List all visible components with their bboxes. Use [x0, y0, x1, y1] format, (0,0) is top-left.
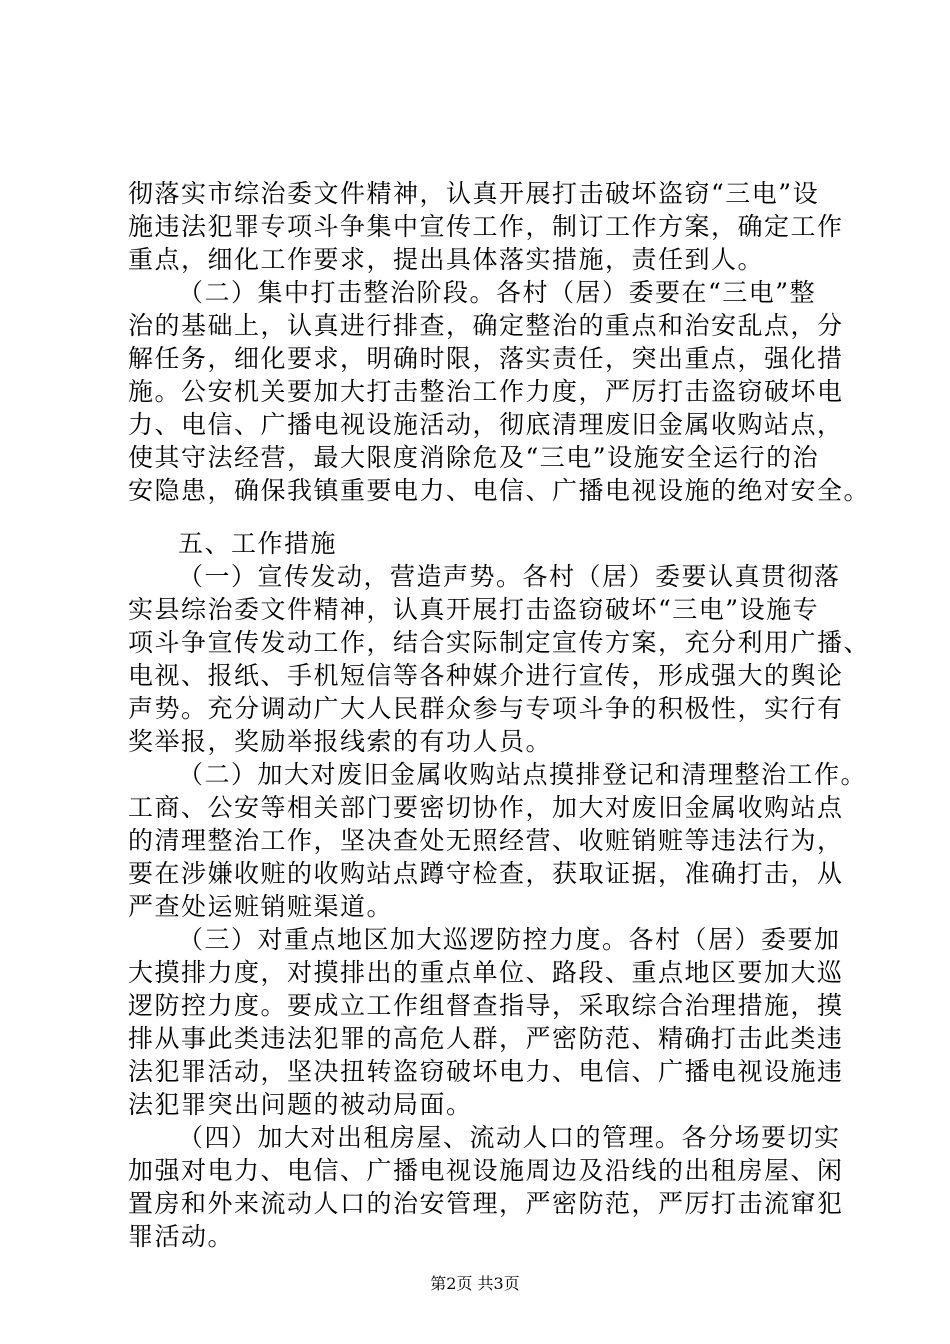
paragraph-line: 置房和外来流动人口的治安管理，严密防范，严厉打击流窜犯 — [128, 1189, 844, 1218]
paragraph-line: 严查处运赃销赃渠道。 — [128, 892, 394, 921]
paragraph-line: 大摸排力度，对摸排出的重点单位、路段、重点地区要加大巡 — [128, 958, 844, 987]
paragraph-line: 的清理整治工作，坚决查处无照经营、收赃销赃等违法行为， — [128, 826, 844, 855]
paragraph-line: 要在涉嫌收赃的收购站点蹲守检查，获取证据，准确打击，从 — [128, 859, 844, 888]
paragraph-line: 罪活动。 — [128, 1222, 235, 1251]
paragraph-line: 施。公安机关要加大打击整治工作力度，严厉打击盗窃破坏电 — [128, 377, 844, 406]
paragraph-line: （一）宣传发动，营造声势。各村（居）委要认真贯彻落 — [178, 562, 841, 591]
paragraph-line: 奖举报，奖励举报线索的有功人员。 — [128, 727, 553, 756]
paragraph-line: 力、电信、广播电视设施活动，彻底清理废旧金属收购站点， — [128, 410, 844, 439]
paragraph-line: 法犯罪突出问题的被动局面。 — [128, 1090, 473, 1119]
paragraph-line: （二）集中打击整治阶段。各村（居）委要在“三电”整 — [178, 278, 817, 307]
paragraph-line: 实县综治委文件精神，认真开展打击盗窃破坏“三电”设施专 — [128, 595, 820, 624]
page-number-footer: 第2页 共3页 — [430, 1274, 520, 1293]
paragraph-line: 加强对电力、电信、广播电视设施周边及沿线的出租房屋、闲 — [128, 1156, 844, 1185]
paragraph-line: 法犯罪活动，坚决扭转盗窃破坏电力、电信、广播电视设施违 — [128, 1057, 844, 1086]
section-heading: 五、工作措施 — [178, 529, 338, 558]
paragraph-line: 工商、公安等相关部门要密切协作，加大对废旧金属收购站点 — [128, 793, 844, 822]
paragraph-line: 彻落实市综治委文件精神，认真开展打击破坏盗窃“三电”设 — [128, 179, 820, 208]
paragraph-line: （四）加大对出租房屋、流动人口的管理。各分场要切实 — [178, 1123, 841, 1152]
paragraph-line: 逻防控力度。要成立工作组督查指导，采取综合治理措施，摸 — [128, 991, 844, 1020]
paragraph-line: 电视、报纸、手机短信等各种媒介进行宣传，形成强大的舆论 — [128, 661, 844, 690]
paragraph-line: 重点，细化工作要求，提出具体落实措施，责任到人。 — [128, 245, 765, 274]
paragraph-line: （二）加大对废旧金属收购站点摸排登记和清理整治工作。 — [178, 760, 868, 789]
paragraph-line: 安隐患，确保我镇重要电力、电信、广播电视设施的绝对安全。 — [128, 476, 871, 505]
paragraph-line: 声势。充分调动广大人民群众参与专项斗争的积极性，实行有 — [128, 694, 844, 723]
paragraph-line: 使其守法经营，最大限度消除危及“三电”设施安全运行的治 — [128, 443, 820, 472]
paragraph-line: 治的基础上，认真进行排查，确定整治的重点和治安乱点，分 — [128, 311, 844, 340]
paragraph-line: （三）对重点地区加大巡逻防控力度。各村（居）委要加 — [178, 925, 841, 954]
paragraph-line: 施违法犯罪专项斗争集中宣传工作，制订工作方案，确定工作 — [128, 212, 844, 241]
paragraph-line: 排从事此类违法犯罪的高危人群，严密防范、精确打击此类违 — [128, 1024, 844, 1053]
paragraph-line: 解任务，细化要求，明确时限，落实责任，突出重点，强化措 — [128, 344, 844, 373]
paragraph-line: 项斗争宣传发动工作，结合实际制定宣传方案，充分利用广播、 — [128, 628, 871, 657]
